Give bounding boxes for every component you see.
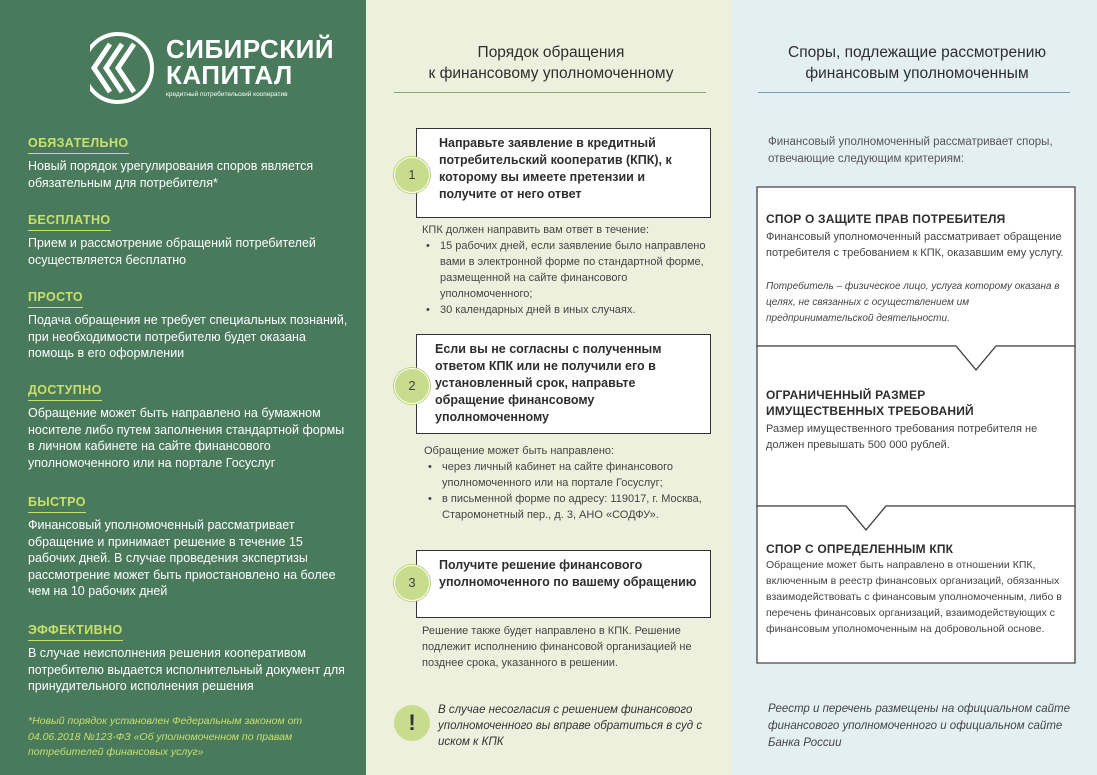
section-text: В случае неисполнения решения кооперативом потребителю выдается исполнительный документ для принудительного исполнения решения [28,646,345,693]
criterion2-text: Размер имущественного требования потребителя не должен превышать 500 000 рублей. [766,423,1038,451]
logo-line2: КАПИТАЛ [166,60,293,90]
law-footnote: *Новый порядок установлен Федеральным законом от 04.06.2018 №123-ФЗ «Об уполномоченном по правам потребителей финансовых услуг» [28,715,303,758]
criterion1-title: СПОР О ЗАЩИТЕ ПРАВ ПОТРЕБИТЕЛЯ [766,212,1006,226]
step3-details: Решение также будет направлено в КПК. Решение подлежит исполнению финансовой организацией не позднее срока, указанного в решении. [422,625,692,669]
step1-intro: КПК должен направить вам ответ в течение: [422,224,650,236]
step1-number: 1 [394,157,430,193]
heading-line1: Споры, подлежащие рассмотрению [788,44,1046,61]
section-mandatory [28,134,348,191]
section-text: Новый порядок урегулирования споров является обязательным для потребителя* [28,159,314,190]
step2-number: 2 [394,368,430,404]
title-line2: ИМУЩЕСТВЕННЫХ ТРЕБОВАНИЙ [766,404,974,418]
section-text: Прием и рассмотрение обращений потребителей осуществляется бесплатно [28,236,316,267]
criterion2-title [766,387,974,419]
criterion3-title: СПОР С ОПРЕДЕЛЕННЫМ КПК [766,542,954,556]
warning-icon: ! [394,705,430,741]
criterion1-note: Потребитель – физическое лицо, услуга которому оказана в целях, не связанных с осуществлением им предпринимательской деятельности. [766,281,1060,324]
section-title: ДОСТУПНО [28,383,102,401]
list-item: • 15 рабочих дней, если заявление было направлено вами в электронной форме по стандартной форме, размещенной на сайте финансового уполномоченного; [422,238,712,302]
section-text: Финансовый уполномоченный рассматривает обращение и принимает решение в течение 15 рабочих дней. В случае проведения экспертизы рассмотрение может быть приостановлено на более чем на 10 рабочих дней [28,518,336,598]
logo-tagline: кредитный потребительский кооператив [166,91,288,98]
heading-line2: финансовым уполномоченным [805,65,1029,82]
step1-details [422,222,712,318]
criterion3-text: Обращение может быть направлено в отношении КПК, включенным в реестр финансовых организаций, обязанных взаимодействовать с финансовым уполномоченным, либо в перечень финансовых организаций, взаимодействующих с финансовым уполномоченным на добровольной основе. [766,559,1062,635]
procedure-panel [366,0,732,775]
disputes-intro: Финансовый уполномоченный рассматривает споры, отвечающие следующим критериям: [768,136,1053,165]
step3-box: Получите решение финансового уполномоченного по вашему обращению [416,550,711,618]
company-logo [80,30,340,100]
warning-text: В случае несогласия с решением финансового уполномоченного вы вправе обратиться в суд с иском к КПК [438,704,703,748]
step2-box: Если вы не согласны с полученным ответом КПК или не получили его в установленный срок, направьте обращение финансовому уполномоченному [416,334,711,434]
list-item: • в письменной форме по адресу: 119017, г. Москва, Старомонетный пер., д. 3, АНО «СОДФУ». [424,491,714,523]
logo-line1: СИБИРСКИЙ [166,34,335,64]
section-title: ЭФФЕКТИВНО [28,623,123,641]
logo-emblem-icon [80,30,156,106]
procedure-heading [396,42,706,84]
heading-divider [394,92,706,93]
step3-number: 3 [394,565,430,601]
list-item: • 30 календарных дней в иных случаях. [422,302,712,318]
section-simple [28,288,348,362]
heading-divider [758,92,1070,93]
section-text: Подача обращения не требует специальных познаний, при необходимости потребителю будет оказана помощь в его оформлении [28,313,348,360]
heading-line2: к финансовому уполномоченному [428,65,674,82]
section-fast [28,493,348,600]
step2-details [424,443,714,523]
step2-intro: Обращение может быть направлено: [424,445,615,457]
disputes-heading [752,42,1082,84]
section-title: ОБЯЗАТЕЛЬНО [28,136,129,154]
criterion1-text: Финансовый уполномоченный рассматривает обращение потребителя с требованием к КПК, оказавшим ему услугу. [766,231,1064,259]
registry-footer: Реестр и перечень размещены на официальном сайте финансового уполномоченного и официальном сайте Банка России [768,703,1070,749]
heading-line1: Порядок обращения [477,44,625,61]
disputes-panel [732,0,1097,775]
section-title: БЕСПЛАТНО [28,213,111,231]
section-accessible [28,381,348,471]
list-item: • через личный кабинет на сайте финансового уполномоченного или на портале Госуслуг; [424,459,714,491]
section-effective [28,621,348,695]
step1-box: Направьте заявление в кредитный потребительский кооператив (КПК), к которому вы имеете претензии и получите от него ответ [416,128,711,218]
title-line1: ОГРАНИЧЕННЫЙ РАЗМЕР [766,388,926,402]
section-free [28,211,348,268]
left-panel [0,0,366,775]
section-title: БЫСТРО [28,495,86,513]
section-title: ПРОСТО [28,290,83,308]
section-text: Обращение может быть направлено на бумажном носителе либо путем заполнения стандартной формы в личном кабинете на сайте финансового уполномоченного или на портале Госуслуг [28,406,345,470]
